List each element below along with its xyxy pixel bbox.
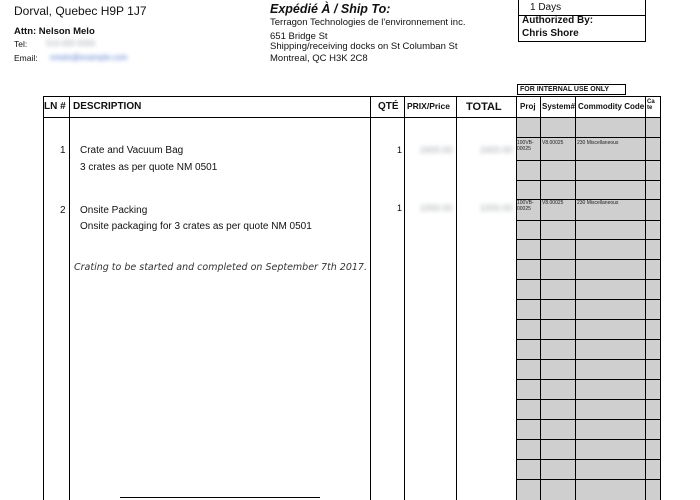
grid-row-line xyxy=(516,439,661,440)
item-2-total: 1000.00 xyxy=(480,203,513,213)
grid-row-line xyxy=(516,379,661,380)
authorized-by-label: Authorized By: xyxy=(522,15,594,26)
ship-to-title: Expédié À / Ship To: xyxy=(270,2,391,16)
ship-to-street: 651 Bridge St xyxy=(270,31,328,42)
grid-row-line xyxy=(516,180,661,181)
table-header-bottom-border xyxy=(43,117,661,118)
grid-row-line xyxy=(516,239,661,240)
internal-use-grid xyxy=(516,117,661,500)
grid-row-line xyxy=(516,259,661,260)
crating-note: Crating to be started and completed on September 7th 2017. xyxy=(74,262,367,273)
item-2-system: V8.00025 xyxy=(542,200,564,206)
item-2-price: 1000.00 xyxy=(420,203,453,213)
item-2-ln: 2 xyxy=(60,205,66,216)
table-header-top-border xyxy=(43,96,661,97)
grid-row-line xyxy=(516,319,661,320)
item-2-title: Onsite Packing xyxy=(80,205,148,216)
header-price: PRIX/Price xyxy=(407,101,450,111)
grid-row-line xyxy=(516,299,661,300)
bottom-line xyxy=(120,497,320,498)
column-divider-qty xyxy=(404,96,405,500)
tel-label: Tel: xyxy=(14,39,28,49)
lead-time-days: 1 Days xyxy=(530,2,562,13)
item-1-title: Crate and Vacuum Bag xyxy=(80,145,184,156)
column-divider-description xyxy=(370,96,371,500)
item-1-commodity: 230 Miscellaneous xyxy=(577,140,619,146)
item-1-proj: 100VB-00025 xyxy=(517,140,534,152)
grid-row-line xyxy=(516,459,661,460)
sender-address-line: Dorval, Quebec H9P 1J7 xyxy=(14,4,147,18)
header-total: TOTAL xyxy=(466,101,502,113)
email-value[interactable]: nmelo@example.com xyxy=(50,53,128,62)
item-2-proj: 100VB-00025 xyxy=(517,200,534,212)
column-divider-price xyxy=(456,96,457,500)
item-1-qty: 1 xyxy=(397,145,403,155)
column-divider-ln xyxy=(69,96,70,500)
header-ln: LN # xyxy=(44,101,66,112)
header-proj: Proj xyxy=(520,102,536,111)
email-label: Email: xyxy=(14,53,38,63)
ship-to-city: Montreal, QC H3K 2C8 xyxy=(270,53,368,64)
header-qty: QTÉ xyxy=(378,101,399,112)
ship-to-dock-note: Shipping/receiving docks on St Columban St xyxy=(270,41,458,52)
item-1-total: 2400.00 xyxy=(480,145,513,155)
item-2-commodity: 230 Miscellaneous xyxy=(577,200,619,206)
header-system: System# xyxy=(542,102,575,111)
grid-row-line xyxy=(516,479,661,480)
item-2-qty: 1 xyxy=(397,203,403,213)
grid-row-line xyxy=(516,339,661,340)
grid-row-line xyxy=(516,399,661,400)
item-2-detail: Onsite packaging for 3 crates as per quote NM 0501 xyxy=(80,221,312,232)
authorized-by-name: Chris Shore xyxy=(522,28,579,39)
grid-row-line xyxy=(516,279,661,280)
attention-line: Attn: Nelson Melo xyxy=(14,26,95,37)
tel-value: 514 000 0000 xyxy=(46,39,95,48)
header-description: DESCRIPTION xyxy=(73,101,142,112)
item-1-ln: 1 xyxy=(60,145,66,156)
grid-row-line xyxy=(516,137,661,138)
grid-row-line xyxy=(516,359,661,360)
item-1-system: V8.00025 xyxy=(542,140,564,146)
item-1-detail: 3 crates as per quote NM 0501 xyxy=(80,162,218,173)
header-cate: Ca te xyxy=(647,99,655,111)
grid-row-line xyxy=(516,160,661,161)
table-left-border xyxy=(43,96,44,500)
item-1-price: 2400.00 xyxy=(420,145,453,155)
ship-to-company: Terragon Technologies de l'environnement inc. xyxy=(270,17,466,28)
grid-row-line xyxy=(516,419,661,420)
header-commodity: Commodity Code xyxy=(578,102,645,111)
internal-use-label: FOR INTERNAL USE ONLY xyxy=(517,84,626,95)
grid-row-line xyxy=(516,220,661,221)
